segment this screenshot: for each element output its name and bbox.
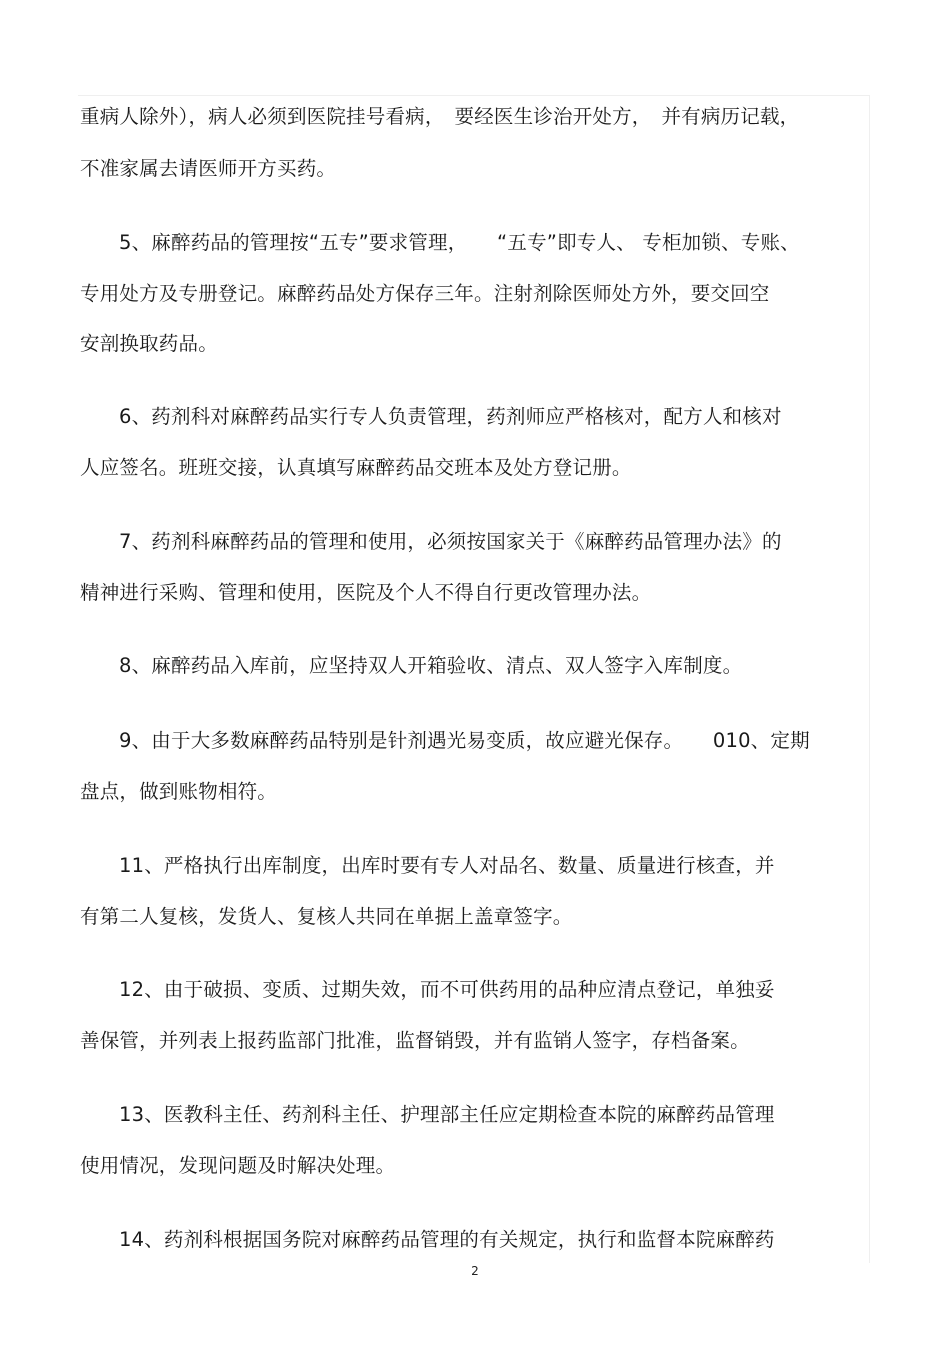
text-line: 8、麻醉药品入库前，应坚持双人开箱验收、清点、双人签字入库制度。 xyxy=(119,654,743,677)
page-number: 2 xyxy=(471,1264,479,1278)
text-line: 13、医教科主任、药剂科主任、护理部主任应定期检查本院的麻醉药品管理 xyxy=(119,1103,775,1126)
text-line: 使用情况，发现问题及时解决处理。 xyxy=(80,1154,396,1177)
text-line: 安剖换取药品。 xyxy=(80,332,218,355)
page-border-top xyxy=(78,95,870,96)
text-line: 14、药剂科根据国务院对麻醉药品管理的有关规定，执行和监督本院麻醉药 xyxy=(119,1228,775,1251)
text-line: 11、严格执行出库制度，出库时要有专人对品名、数量、质量进行核查，并 xyxy=(119,854,775,877)
text-line: 7、药剂科麻醉药品的管理和使用，必须按国家关于《麻醉药品管理办法》的 xyxy=(119,530,782,553)
text-line: 盘点，做到账物相符。 xyxy=(80,780,278,803)
text-line: 人应签名。班班交接，认真填写麻醉药品交班本及处方登记册。 xyxy=(80,456,632,479)
text-line: 有第二人复核，发货人、复核人共同在单据上盖章签字。 xyxy=(80,905,573,928)
text-line: 善保管，并列表上报药监部门批准，监督销毁，并有监销人签字，存档备案。 xyxy=(80,1029,750,1052)
text-line: 5、麻醉药品的管理按“五专”要求管理， “五专”即专人、 专柜加锁、专账、 xyxy=(119,231,800,254)
text-line: 6、药剂科对麻醉药品实行专人负责管理，药剂师应严格核对，配方人和核对 xyxy=(119,405,782,428)
text-line: 精神进行采购、管理和使用，医院及个人不得自行更改管理办法。 xyxy=(80,581,652,604)
page-border-right xyxy=(869,95,870,1263)
text-line: 9、由于大多数麻醉药品特别是针剂遇光易变质，故应避光保存。 010、定期 xyxy=(119,729,810,752)
text-line: 重病人除外），病人必须到医院挂号看病， 要经医生诊治开处方， 并有病历记载， xyxy=(80,105,800,128)
text-line: 12、由于破损、变质、过期失效，而不可供药用的品种应清点登记，单独妥 xyxy=(119,978,775,1001)
text-line: 专用处方及专册登记。麻醉药品处方保存三年。注射剂除医师处方外，要交回空 xyxy=(80,282,770,305)
text-line: 不准家属去请医师开方买药。 xyxy=(80,157,337,180)
